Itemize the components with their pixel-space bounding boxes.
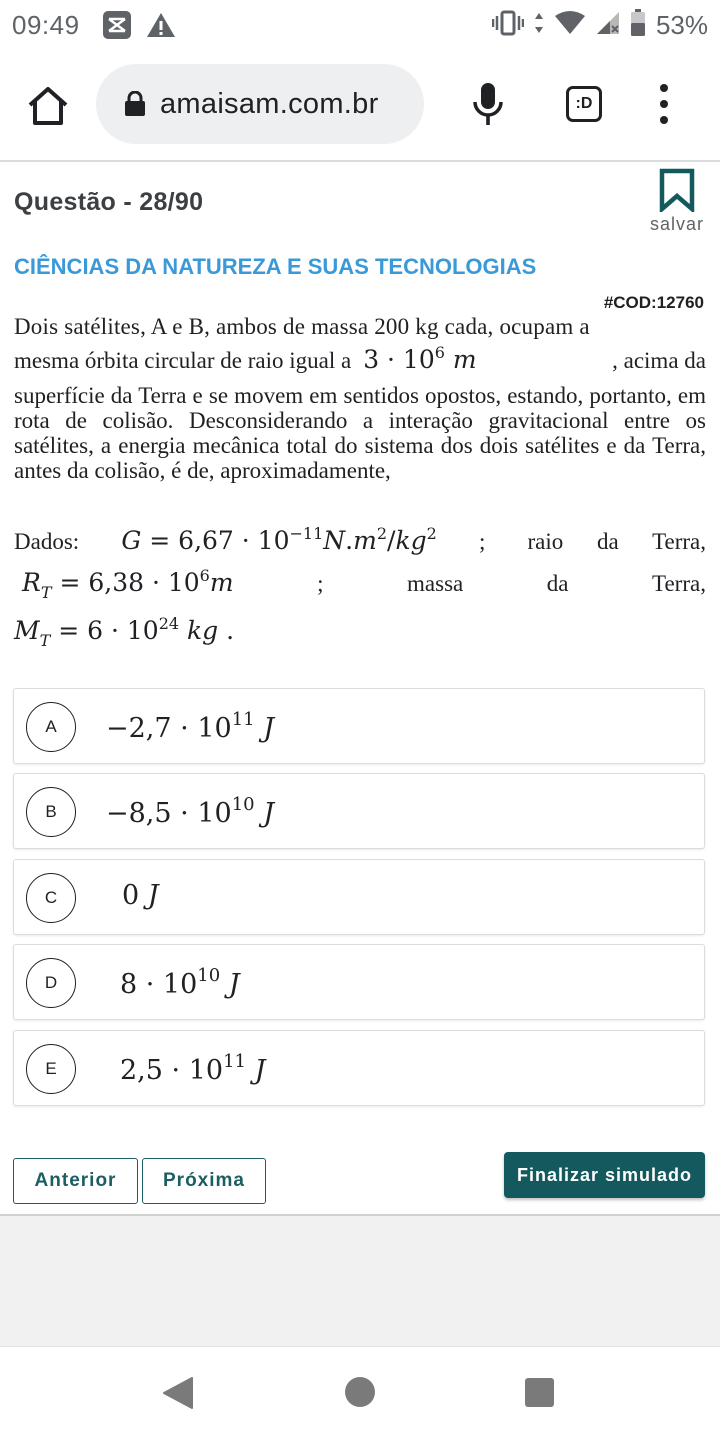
subject-heading: CIÊNCIAS DA NATUREZA E SUAS TECNOLOGIAS: [14, 254, 537, 279]
option-a[interactable]: [13, 688, 705, 764]
option-letter: D: [26, 958, 76, 1008]
orbit-radius-formula: $3 \cdot 10^6$ m: [363, 343, 477, 374]
option-value: $8 \cdot 10^{10}$ J: [120, 965, 240, 1000]
save-label: salvar: [649, 214, 704, 234]
data-arrows-icon: [534, 12, 544, 39]
next-button[interactable]: Próxima: [142, 1158, 266, 1204]
option-d[interactable]: [13, 944, 705, 1020]
option-letter: E: [26, 1044, 76, 1094]
option-letter: B: [26, 787, 76, 837]
microphone-icon: [472, 82, 504, 126]
option-value: $-8,5 \cdot 10^{10}$ J: [106, 794, 275, 829]
option-value: $2,5 \cdot 10^{11}$ J: [120, 1051, 266, 1086]
menu-dot: [660, 100, 668, 108]
battery-icon: [630, 9, 646, 42]
signal-icon: [596, 11, 620, 40]
statement-line-1: [14, 314, 706, 340]
earth-radius-label: raio da Terra,: [527, 529, 706, 554]
option-letter: A: [26, 702, 76, 752]
data-line-3: [14, 614, 706, 650]
status-time: 09:49: [12, 9, 80, 40]
option-e[interactable]: [13, 1030, 705, 1106]
statement-line-2: [14, 343, 706, 374]
option-b[interactable]: [13, 773, 705, 849]
dados-label: Dados:: [14, 529, 80, 554]
separator-2: ;: [317, 571, 324, 596]
save-button[interactable]: [644, 168, 710, 235]
wifi-icon: [554, 11, 586, 40]
back-button[interactable]: [162, 1377, 194, 1414]
menu-dot: [660, 116, 668, 124]
voice-search-button[interactable]: [472, 82, 504, 126]
option-letter: C: [26, 873, 76, 923]
vibrate-icon: [492, 10, 524, 41]
battery-percent: 53%: [655, 9, 708, 40]
statement-text-3: , acima da: [612, 348, 706, 373]
warning-icon: [146, 11, 176, 39]
earth-radius-formula: $R_T = 6,38 \cdot 10^6m$: [22, 566, 234, 602]
browser-menu-button[interactable]: [656, 84, 672, 124]
earth-mass-word-2: da: [546, 571, 569, 596]
option-value: 0 J: [122, 880, 159, 911]
toolbar-divider: [0, 160, 720, 162]
earth-mass-formula: $M_T = 6 \cdot 10^{24}$ kg .: [14, 614, 235, 650]
system-home-button[interactable]: [345, 1377, 375, 1407]
url-text: amaisam.com.br: [160, 87, 379, 120]
statement-text-1: Dois satélites, A e B, ambos de massa 200 kg cada, ocupam a: [14, 314, 590, 339]
earth-mass-word-3: Terra,: [652, 571, 706, 596]
home-icon: [26, 84, 70, 128]
question-code: #COD:12760: [603, 293, 704, 312]
finish-exam-button[interactable]: Finalizar simulado: [504, 1152, 705, 1198]
data-line-2: [14, 566, 706, 602]
app-notification-icon: [102, 10, 132, 40]
statement-paragraph: superfície da Terra e se movem em sentidos opostos, estando, portanto, em rota de colisão. Desconsiderando a interação gravitacional entre os satélites, a energia mecânica total do sistema dos dois satélites e da Terra, antes da colisão, é de, aproximadamente,: [14, 383, 706, 483]
address-bar[interactable]: [96, 64, 424, 144]
recent-apps-button[interactable]: [525, 1378, 554, 1407]
previous-button[interactable]: Anterior: [13, 1158, 138, 1204]
separator-1: ;: [478, 529, 486, 554]
status-bar: [0, 0, 720, 50]
bookmark-icon: [658, 168, 696, 212]
system-navigation-bar: [0, 1346, 720, 1440]
earth-mass-word-1: massa: [407, 571, 464, 596]
option-value: $-2,7 \cdot 10^{11}$ J: [106, 709, 275, 744]
statement-text-2: mesma órbita circular de raio igual a: [14, 348, 352, 373]
back-icon: [162, 1377, 194, 1409]
lock-icon: [124, 91, 146, 117]
data-line-1: [14, 524, 706, 555]
tab-switcher-button[interactable]: :D: [566, 86, 602, 122]
menu-dot: [660, 84, 668, 92]
gravitational-constant-formula: $G = 6,67 \cdot 10^{-11}N.m^2/kg^2$: [121, 524, 437, 555]
option-c[interactable]: [13, 859, 705, 935]
home-button[interactable]: [26, 84, 70, 128]
browser-toolbar: [0, 50, 720, 160]
page-footer-area: [0, 1214, 720, 1346]
question-title: Questão - 28/90: [14, 188, 204, 216]
